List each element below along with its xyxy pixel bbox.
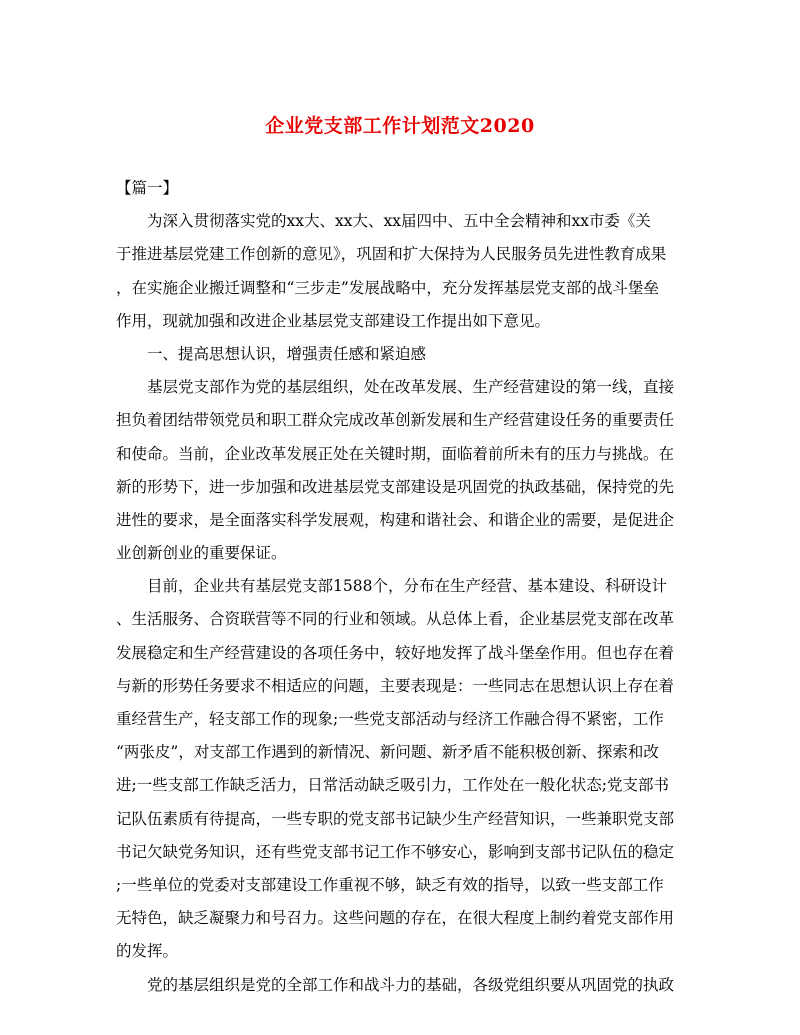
body-line: ;一些单位的党委对支部建设工作重视不够，缺乏有效的指导，以致一些支部工作 (116, 875, 664, 894)
body-line: 记队伍素质有待提高，一些专职的党支部书记缺少生产经营知识，一些兼职党支部 (116, 809, 675, 828)
body-line: 重经营生产，轻支部工作的现象;一些党支部活动与经济工作融合得不紧密，工作 (116, 710, 664, 728)
body-line: 目前，企业共有基层党支部1588个，分布在生产经营、基本建设、科研设计 (147, 577, 667, 596)
body-line: 党的基层组织是党的全部工作和战斗力的基础，各级党组织要从巩固党的执政 (147, 975, 675, 994)
body-line: 书记欠缺党务知识，还有些党支部书记工作不够安心，影响到支部书记队伍的稳定 (116, 842, 675, 861)
body-line: 与新的形势任务要求不相适应的问题，主要表现是：一些同志在思想认识上存在着 (116, 676, 675, 695)
body-line: 和使命。当前，企业改革发展正处在关键时期，面临着前所未有的压力与挑战。在 (116, 444, 675, 463)
body-line: 基层党支部作为党的基层组织，处在改革发展、生产经营建设的第一线，直接 (147, 378, 675, 397)
document-body (116, 172, 688, 1002)
body-line: 一、提高思想认识，增强责任感和紧迫感 (147, 344, 427, 363)
body-line: 作用，现就加强和改进企业基层党支部建设工作提出如下意见。 (116, 311, 551, 330)
body-line: 的发挥。 (116, 942, 179, 961)
body-line: 新的形势下，进一步加强和改进基层党支部建设是巩固党的执政基础，保持党的先 (116, 477, 675, 496)
document-title: 企业党支部工作计划范文2020 (265, 115, 535, 137)
body-line: 发展稳定和生产经营建设的各项任务中，较好地发挥了战斗堡垒作用。但也存在着 (116, 643, 675, 662)
body-line: 进;一些支部工作缺乏活力，日常活动缺乏吸引力，工作处在一般化状态;党支部书 (116, 776, 669, 795)
body-line: 于推进基层党建工作创新的意见》，巩固和扩大保持为人民服务员先进性教育成果 (116, 245, 667, 264)
body-line: ，在实施企业搬迁调整和“三步走”发展战略中，充分发挥基层党支部的战斗堡垒 (116, 278, 659, 297)
section-heading: 【篇一】 (116, 179, 179, 197)
body-line: 、生活服务、合资联营等不同的行业和领域。从总体上看，企业基层党支部在改革 (116, 610, 675, 629)
body-line: “两张皮”，对支部工作遇到的新情况、新问题、新矛盾不能积极创新、探索和改 (116, 743, 659, 762)
body-line: 进性的要求，是全面落实科学发展观，构建和谐社会、和谐企业的需要，是促进企 (116, 510, 675, 529)
body-line: 担负着团结带领党员和职工群众完成改革创新发展和生产经营建设任务的重要责任 (116, 411, 675, 430)
body-line: 为深入贯彻落实党的xx大、xx大、xx届四中、五中全会精神和xx市委《关 (147, 212, 651, 231)
body-line: 业创新创业的重要保证。 (116, 544, 287, 563)
body-line: 无特色，缺乏凝聚力和号召力。这些问题的存在，在很大程度上制约着党支部作用 (116, 909, 675, 928)
